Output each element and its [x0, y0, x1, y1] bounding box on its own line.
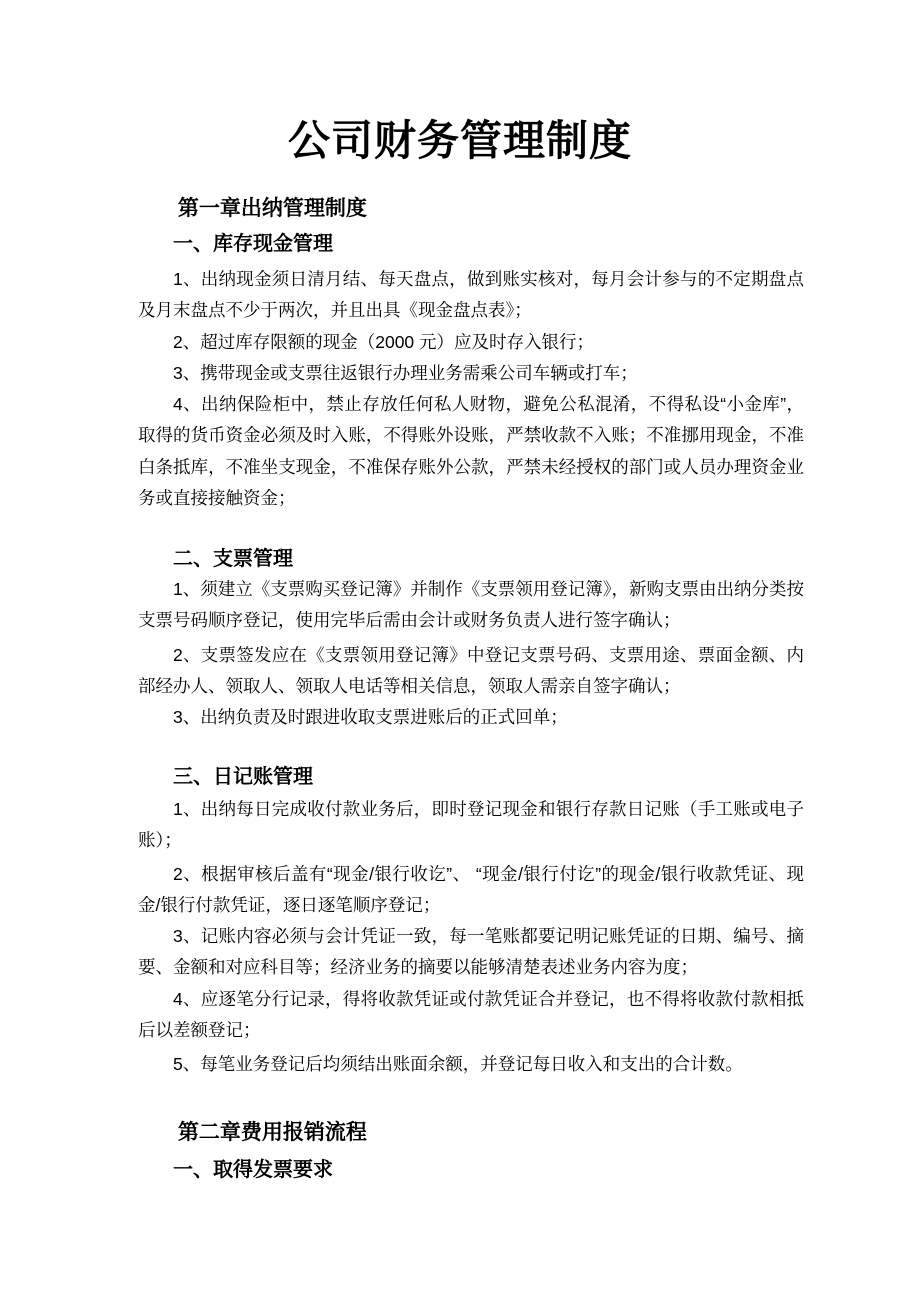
paragraph: 2、支票签发应在《支票领用登记簿》中登记支票号码、支票用途、票面金额、内部经办人、领取人、领取人电话等相关信息，领取人需亲自签字确认；: [138, 645, 804, 697]
chapter-heading: 第一章出纳管理制度: [177, 197, 367, 220]
chapter-heading: 第二章费用报销流程: [177, 1121, 367, 1144]
document-title: 公司财务管理制度: [287, 117, 632, 164]
paragraph: 2、根据审核后盖有“现金/银行收讫”、 “现金/银行付讫”的现金/银行收款凭证、现金/银行付款凭证，逐日逐笔顺序登记；: [138, 864, 804, 916]
section-heading: 三、日记账管理: [173, 766, 313, 788]
section-heading: 一、取得发票要求: [173, 1159, 333, 1181]
paragraph: 4、出纳保险柜中，禁止存放任何私人财物，避免公私混淆，不得私设“小金库”，取得的货币资金必须及时入账，不得账外设账，严禁收款不入账；不准挪用现金，不准白条抵库，不准坐支现金，不准保存账外公款，严禁未经授权的部门或人员办理资金业务或直接接触资金；: [138, 394, 804, 509]
paragraph: 3、出纳负责及时跟进收取支票进账后的正式回单；: [173, 707, 568, 727]
paragraph: 1、须建立《支票购买登记簿》并制作《支票领用登记簿》，新购支票由出纳分类按支票号码顺序登记，使用完毕后需由会计或财务负责人进行签字确认；: [138, 579, 804, 631]
paragraph: 1、出纳每日完成收付款业务后，即时登记现金和银行存款日记账（手工账或电子账）；: [138, 799, 804, 851]
paragraph: 3、携带现金或支票往返银行办理业务需乘公司车辆或打车；: [173, 363, 638, 383]
paragraph: 4、应逐笔分行记录，得将收款凭证或付款凭证合并登记，也不得将收款付款相抵后以差额登记；: [138, 989, 804, 1041]
paragraph: 1、出纳现金须日清月结、每天盘点，做到账实核对，每月会计参与的不定期盘点及月末盘点不少于两次，并且出具《现金盘点表》；: [138, 269, 804, 321]
section-heading: 二、支票管理: [173, 548, 293, 570]
section-heading: 一、库存现金管理: [173, 233, 333, 255]
paragraph: 2、超过库存限额的现金（2000 元）应及时存入银行；: [173, 332, 595, 352]
paragraph: 3、记账内容必须与会计凭证一致，每一笔账都要记明记账凭证的日期、编号、摘要、金额和对应科目等；经济业务的摘要以能够清楚表述业务内容为度；: [138, 926, 804, 978]
paragraph: 5、每笔业务登记后均须结出账面余额，并登记每日收入和支出的合计数。: [173, 1054, 743, 1074]
